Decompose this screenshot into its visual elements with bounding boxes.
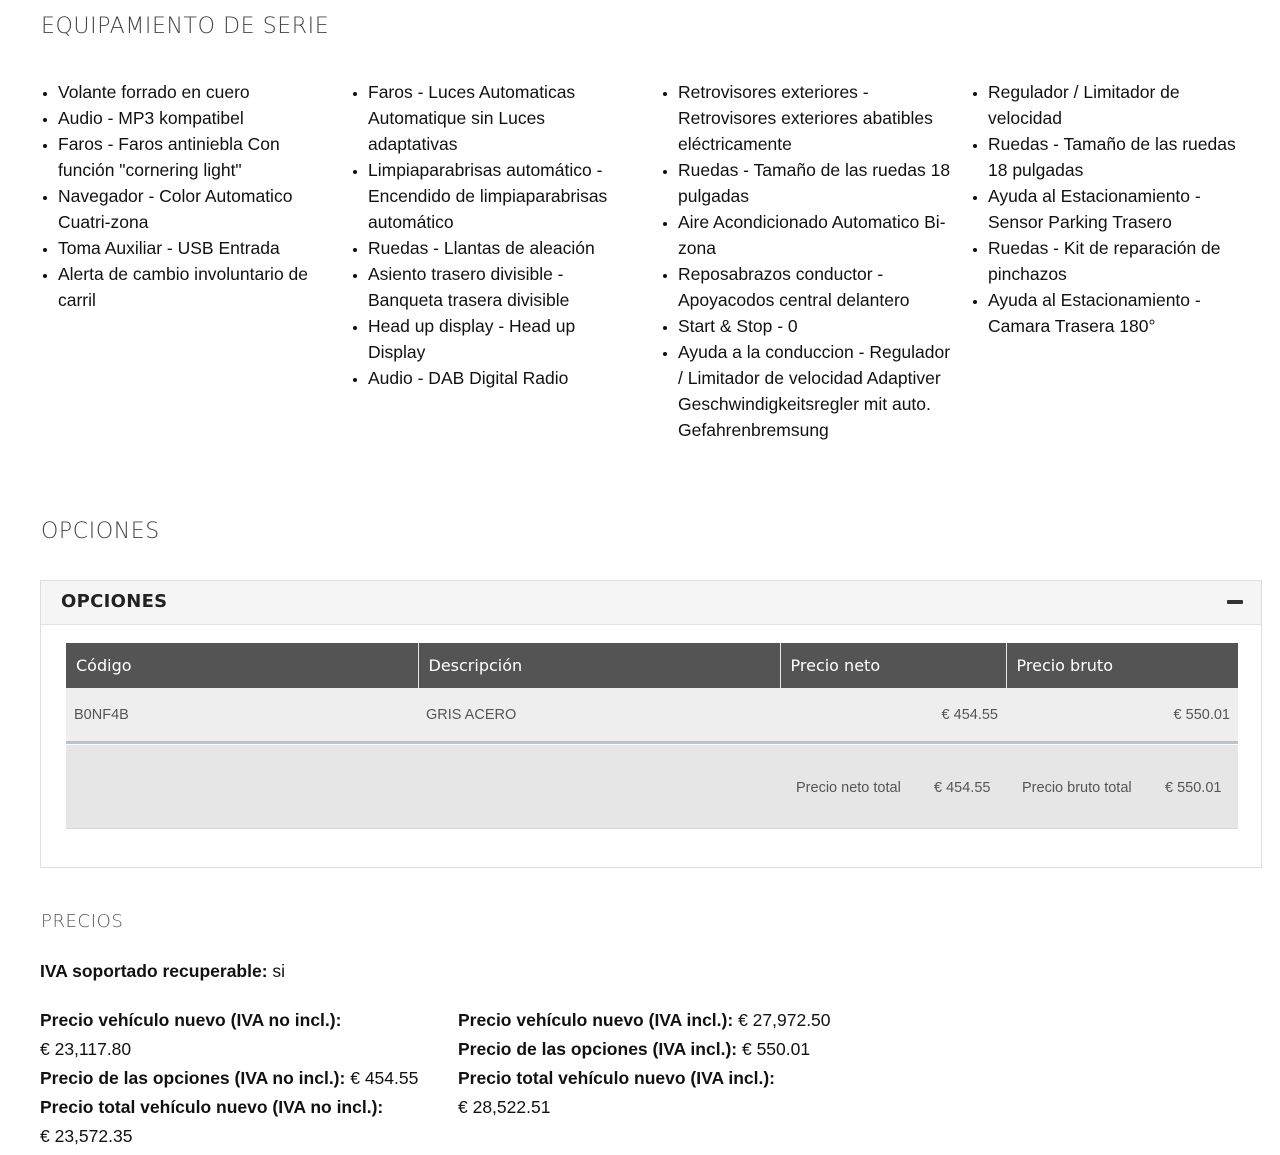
new-price-excl-label: Precio vehículo nuevo (IVA no incl.):: [40, 1010, 342, 1030]
options-panel: [40, 580, 1262, 868]
total-price-excl-label: Precio total vehículo nuevo (IVA no incl.):: [40, 1097, 384, 1117]
options-table: [66, 643, 1238, 744]
equipment-item: • Start & Stop - 0: [678, 313, 953, 339]
net-total-value: € 454.55: [934, 780, 991, 796]
equipment-column-2: [350, 79, 660, 443]
equipment-list: [40, 79, 1280, 443]
iva-recoverable: [40, 961, 285, 982]
option-description: GRIS ACERO: [418, 688, 780, 743]
gross-total-value: € 550.01: [1165, 780, 1222, 796]
equipment-item: • Volante forrado en cuero: [58, 79, 318, 105]
column-header-net-price: Precio neto: [780, 643, 1006, 688]
option-code: B0NF4B: [66, 688, 418, 743]
options-section-title: OPCIONES: [41, 519, 160, 544]
equipment-item: • Ruedas - Tamaño de las ruedas 18 pulgadas: [678, 157, 953, 209]
equipment-item: • Faros - Faros antiniebla Con función "cornering light": [58, 131, 318, 183]
equipment-item: • Audio - DAB Digital Radio: [368, 365, 613, 391]
equipment-item: • Ayuda al Estacionamiento - Sensor Parking Trasero: [988, 183, 1238, 235]
net-total-label: Precio neto total: [796, 780, 901, 796]
equipment-item: • Head up display - Head up Display: [368, 313, 613, 365]
equipment-item: • Reposabrazos conductor - Apoyacodos central delantero: [678, 261, 953, 313]
equipment-column-3: [660, 79, 970, 443]
total-price-incl-value: € 28,522.51: [458, 1097, 551, 1117]
equipment-section-title: EQUIPAMIENTO DE SERIE: [41, 14, 330, 39]
new-price-incl-label: Precio vehículo nuevo (IVA incl.):: [458, 1010, 734, 1030]
equipment-item: • Toma Auxiliar - USB Entrada: [58, 235, 318, 261]
table-row: [66, 688, 1238, 743]
equipment-item: • Ruedas - Kit de reparación de pinchazos: [988, 235, 1238, 287]
equipment-item: • Aire Acondicionado Automatico Bi-zona: [678, 209, 953, 261]
equipment-item: • Ayuda a la conduccion - Regulador / Limitador de velocidad Adaptiver Geschwindigkeitsregler mit auto. Gefahrenbremsung: [678, 339, 953, 443]
equipment-item: • Audio - MP3 kompatibel: [58, 105, 318, 131]
options-price-incl-value: € 550.01: [741, 1039, 811, 1059]
prices-excl-vat: [40, 1006, 440, 1151]
collapse-minus-icon[interactable]: [1227, 600, 1243, 604]
prices-section-title: PRECIOS: [41, 911, 124, 932]
new-price-incl-value: € 27,972.50: [738, 1010, 831, 1030]
table-header-row: [66, 643, 1238, 688]
total-price-incl-label: Precio total vehículo nuevo (IVA incl.):: [458, 1068, 775, 1088]
equipment-item: • Limpiaparabrisas automático - Encendido de limpiaparabrisas automático: [368, 157, 613, 235]
iva-label: IVA soportado recuperable:: [40, 961, 268, 981]
options-panel-header[interactable]: [41, 581, 1261, 625]
equipment-column-4: [970, 79, 1280, 443]
options-price-excl-value: € 454.55: [350, 1068, 419, 1088]
options-price-incl-label: Precio de las opciones (IVA incl.):: [458, 1039, 738, 1059]
column-header-description: Descripción: [418, 643, 780, 688]
equipment-item: • Retrovisores exteriores - Retrovisores exteriores abatibles eléctricamente: [678, 79, 953, 157]
equipment-item: • Faros - Luces Automaticas Automatique sin Luces adaptativas: [368, 79, 613, 157]
column-header-gross-price: Precio bruto: [1006, 643, 1238, 688]
iva-value: si: [272, 961, 286, 981]
options-price-excl-label: Precio de las opciones (IVA no incl.):: [40, 1068, 346, 1088]
equipment-item: • Ayuda al Estacionamiento - Camara Trasera 180°: [988, 287, 1238, 339]
option-gross-price: € 550.01: [1006, 688, 1238, 743]
equipment-item: • Ruedas - Llantas de aleación: [368, 235, 613, 261]
total-price-excl-value: € 23,572.35: [40, 1126, 133, 1146]
options-panel-title: OPCIONES: [61, 591, 168, 612]
new-price-excl-value: € 23,117.80: [40, 1039, 132, 1059]
equipment-item: • Ruedas - Tamaño de las ruedas 18 pulgadas: [988, 131, 1238, 183]
equipment-item: • Navegador - Color Automatico Cuatri-zona: [58, 183, 318, 235]
gross-total-label: Precio bruto total: [1022, 780, 1132, 796]
equipment-item: • Regulador / Limitador de velocidad: [988, 79, 1238, 131]
equipment-item: • Alerta de cambio involuntario de carril: [58, 261, 318, 313]
prices-incl-vat: [458, 1006, 858, 1122]
options-totals-row: [66, 745, 1238, 829]
equipment-column-1: [40, 79, 350, 443]
equipment-item: • Asiento trasero divisible - Banqueta trasera divisible: [368, 261, 613, 313]
option-net-price: € 454.55: [780, 688, 1006, 743]
column-header-code: Código: [66, 643, 418, 688]
